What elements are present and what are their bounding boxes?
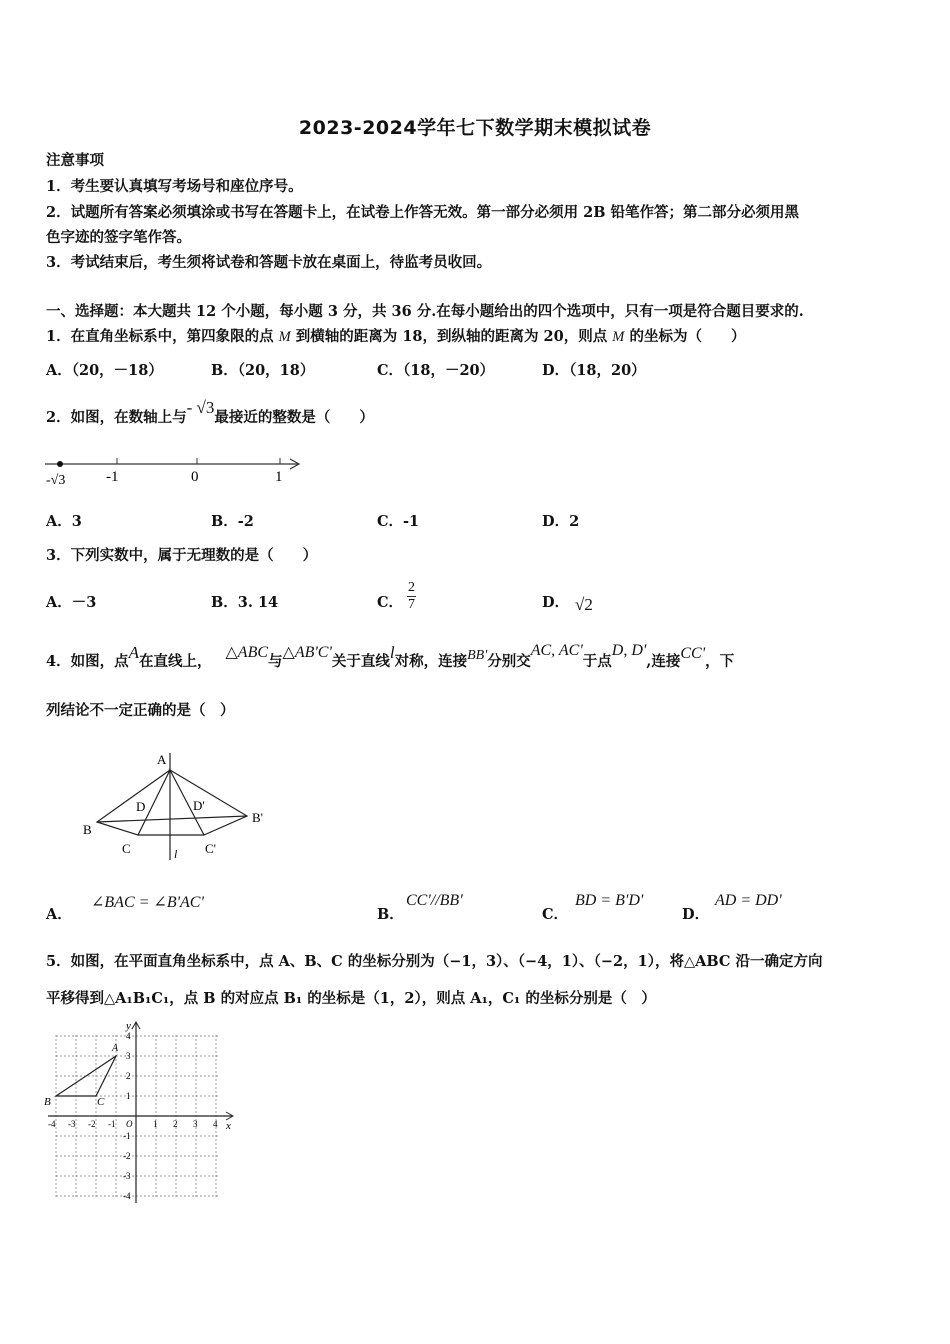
notice-item-2: 2．试题所有答案必须填涂或书写在答题卡上，在试卷上作答无效。第一部分必须用 2B 铅笔作答；第二部分必须用黑 (46, 204, 800, 221)
q4-option-d-label: D． (682, 906, 710, 923)
fig-label-b-prime: B' (252, 810, 264, 825)
fig-label-a: A (157, 752, 167, 767)
x-tick-label: 4 (213, 1119, 218, 1129)
question-3-stem: 3．下列实数中，属于无理数的是（ ） (46, 547, 318, 564)
q1-stem-b: 到横轴的距离为 18，到纵轴的距离为 20，则点 (290, 328, 613, 345)
notice-item-2-cont: 色字迹的签字笔作答。 (46, 229, 191, 246)
q4-s5: 对称，连接 (394, 653, 468, 670)
q4-option-c[interactable] (542, 903, 568, 927)
section-heading: 一、选择题：本大题共 12 个小题，每小题 3 分，共 36 分.在每小题给出的四个选项中，只有一项是符合题目要求的. (46, 303, 804, 320)
x-tick-labels (48, 1119, 218, 1129)
q2-option-c[interactable]: C．-1 (377, 513, 420, 530)
q4-option-a-expr: ∠BAC = ∠B'AC' (91, 894, 204, 911)
x-tick-label: 1 (153, 1119, 158, 1129)
point-neg-sqrt3 (57, 461, 63, 467)
question-2-stem (46, 398, 374, 430)
q4-option-c-label: C． (542, 906, 569, 923)
y-tick-label: -2 (123, 1151, 131, 1161)
q5-coordinate-grid (40, 1015, 240, 1205)
x-tick-label: 2 (173, 1119, 178, 1129)
x-tick-label: -1 (108, 1119, 116, 1129)
q4-cc-prime: CC' (680, 645, 706, 662)
fig-label-c: C (122, 841, 131, 856)
q4-s8: ,连接 (646, 653, 681, 670)
q4-option-d[interactable] (682, 903, 709, 927)
q2-option-a[interactable]: A．3 (46, 513, 82, 530)
q4-s7: 于点 (582, 653, 612, 670)
q4-tri-abc-prime: △AB'C' (282, 644, 332, 661)
notice-heading: 注意事项 (46, 152, 104, 169)
q4-bb-prime: BB' (467, 648, 488, 663)
q4-option-a-label: A． (46, 906, 72, 923)
q3-sqrt2: √2 (575, 595, 593, 614)
label-b: B (44, 1096, 51, 1108)
label-y: y (126, 1020, 131, 1032)
page-title: 2023-2024学年七下数学期末模拟试卷 (298, 117, 652, 139)
x-tick-label: 3 (193, 1119, 198, 1129)
q4-option-b[interactable] (377, 903, 404, 927)
fig-label-b: B (83, 822, 92, 837)
y-tick-label: 4 (126, 1031, 131, 1041)
q1-option-d[interactable]: D．（18，20） (542, 362, 646, 379)
q4-option-c-expr: BD = B'D' (575, 892, 644, 909)
notice-item-1: 1．考生要认真填写考场号和座位序号。 (46, 178, 303, 195)
y-tick-label: -4 (123, 1191, 131, 1201)
label-x: x (226, 1120, 231, 1132)
number-line-figure (40, 450, 310, 492)
q4-s6: 分别交 (487, 653, 531, 670)
triangle-abc-prime (170, 770, 247, 835)
label-c: C (97, 1096, 105, 1108)
question-5-stem-line2: 平移得到△A₁B₁C₁，点 B 的对应点 B₁ 的坐标是（1，2），则点 A₁，C₁ 的坐标分别是（ ） (46, 990, 656, 1007)
fig-label-l: l (174, 847, 178, 861)
origin-label: O (126, 1119, 133, 1129)
y-tick-label: 2 (126, 1071, 131, 1081)
q1-option-a[interactable]: A．（20，－18） (46, 362, 163, 379)
q2-stem-a: 2．如图，在数轴上与 (46, 409, 187, 426)
q4-s1: 4．如图，点 (46, 653, 129, 670)
label-neg1: -1 (106, 469, 119, 485)
x-tick-label: -4 (48, 1119, 56, 1129)
fig-label-c-prime: C' (205, 841, 217, 856)
q3-option-d-label: D． (542, 594, 570, 611)
q1-point-m-2: M (612, 329, 625, 345)
q3-option-c-label: C． (377, 594, 404, 611)
fig-label-d: D (136, 799, 146, 814)
question-4-stem (46, 642, 735, 675)
q3-fraction (407, 580, 416, 613)
x-tick-label: -3 (68, 1119, 76, 1129)
y-tick-label: 3 (126, 1051, 131, 1061)
q4-option-d-expr: AD = DD' (715, 892, 782, 909)
y-tick-label: 1 (126, 1091, 131, 1101)
q4-option-b-label: B． (377, 906, 404, 923)
q1-stem-a: 1．在直角坐标系中，第四象限的点 (46, 328, 279, 345)
y-tick-label: -3 (123, 1171, 131, 1181)
q2-neg-sqrt3: - √3 (186, 398, 215, 417)
q1-option-c[interactable]: C．（18，－20） (377, 362, 495, 379)
q4-point-a: A (128, 643, 139, 662)
q4-s2: 在直线上， (138, 653, 212, 670)
q4-d-dprime: D, D' (611, 642, 647, 659)
q4-option-a[interactable] (46, 903, 72, 927)
label-1: 1 (275, 469, 283, 485)
label-a: A (112, 1043, 119, 1054)
question-4-stem-line2: 列结论不一定正确的是（ ） (46, 702, 235, 719)
q3-option-a[interactable]: A．－3 (46, 594, 97, 611)
label-neg-sqrt3: -√3 (46, 473, 66, 488)
q4-s3: 与 (268, 653, 283, 670)
q3-option-d[interactable] (542, 591, 569, 615)
question-1-stem (46, 325, 745, 349)
q4-triangle-figure (80, 748, 275, 863)
fraction-numerator: 2 (408, 580, 415, 595)
notice-item-3: 3．考试结束后，考生须将试卷和答题卡放在桌面上，待监考员收回。 (46, 254, 492, 271)
q2-option-b[interactable]: B．-2 (211, 513, 254, 530)
q2-option-d[interactable]: D．2 (542, 513, 580, 530)
question-5-stem-line1: 5．如图，在平面直角坐标系中，点 A、B、C 的坐标分别为（−1，3）、（−4，1）、（−2，1），将△ABC 沿一确定方向 (46, 953, 823, 970)
q2-stem-b: 最接近的整数是（ ） (214, 409, 374, 426)
q4-line-l: l (389, 643, 395, 662)
q3-option-c[interactable] (377, 591, 403, 615)
q4-option-b-expr: CC'//BB' (406, 892, 463, 909)
q4-ac-acprime: AC, AC' (530, 642, 583, 659)
q3-option-b[interactable]: B．3. 14 (211, 594, 279, 611)
label-0: 0 (191, 469, 199, 485)
q1-point-m: M (278, 329, 291, 345)
fraction-denominator: 7 (408, 597, 415, 612)
segment-bb-prime (97, 816, 247, 822)
q4-tri-abc: △ABC (225, 644, 269, 661)
x-tick-label: -2 (88, 1119, 96, 1129)
y-tick-label: -1 (123, 1131, 131, 1141)
q1-option-b[interactable]: B．（20，18） (211, 362, 315, 379)
q4-s4: 关于直线 (331, 653, 390, 670)
q1-stem-c: 的坐标为（ ） (624, 328, 746, 345)
triangle-abc (97, 770, 170, 835)
q4-s9: ，下 (705, 653, 735, 670)
fig-label-d-prime: D' (193, 798, 205, 813)
